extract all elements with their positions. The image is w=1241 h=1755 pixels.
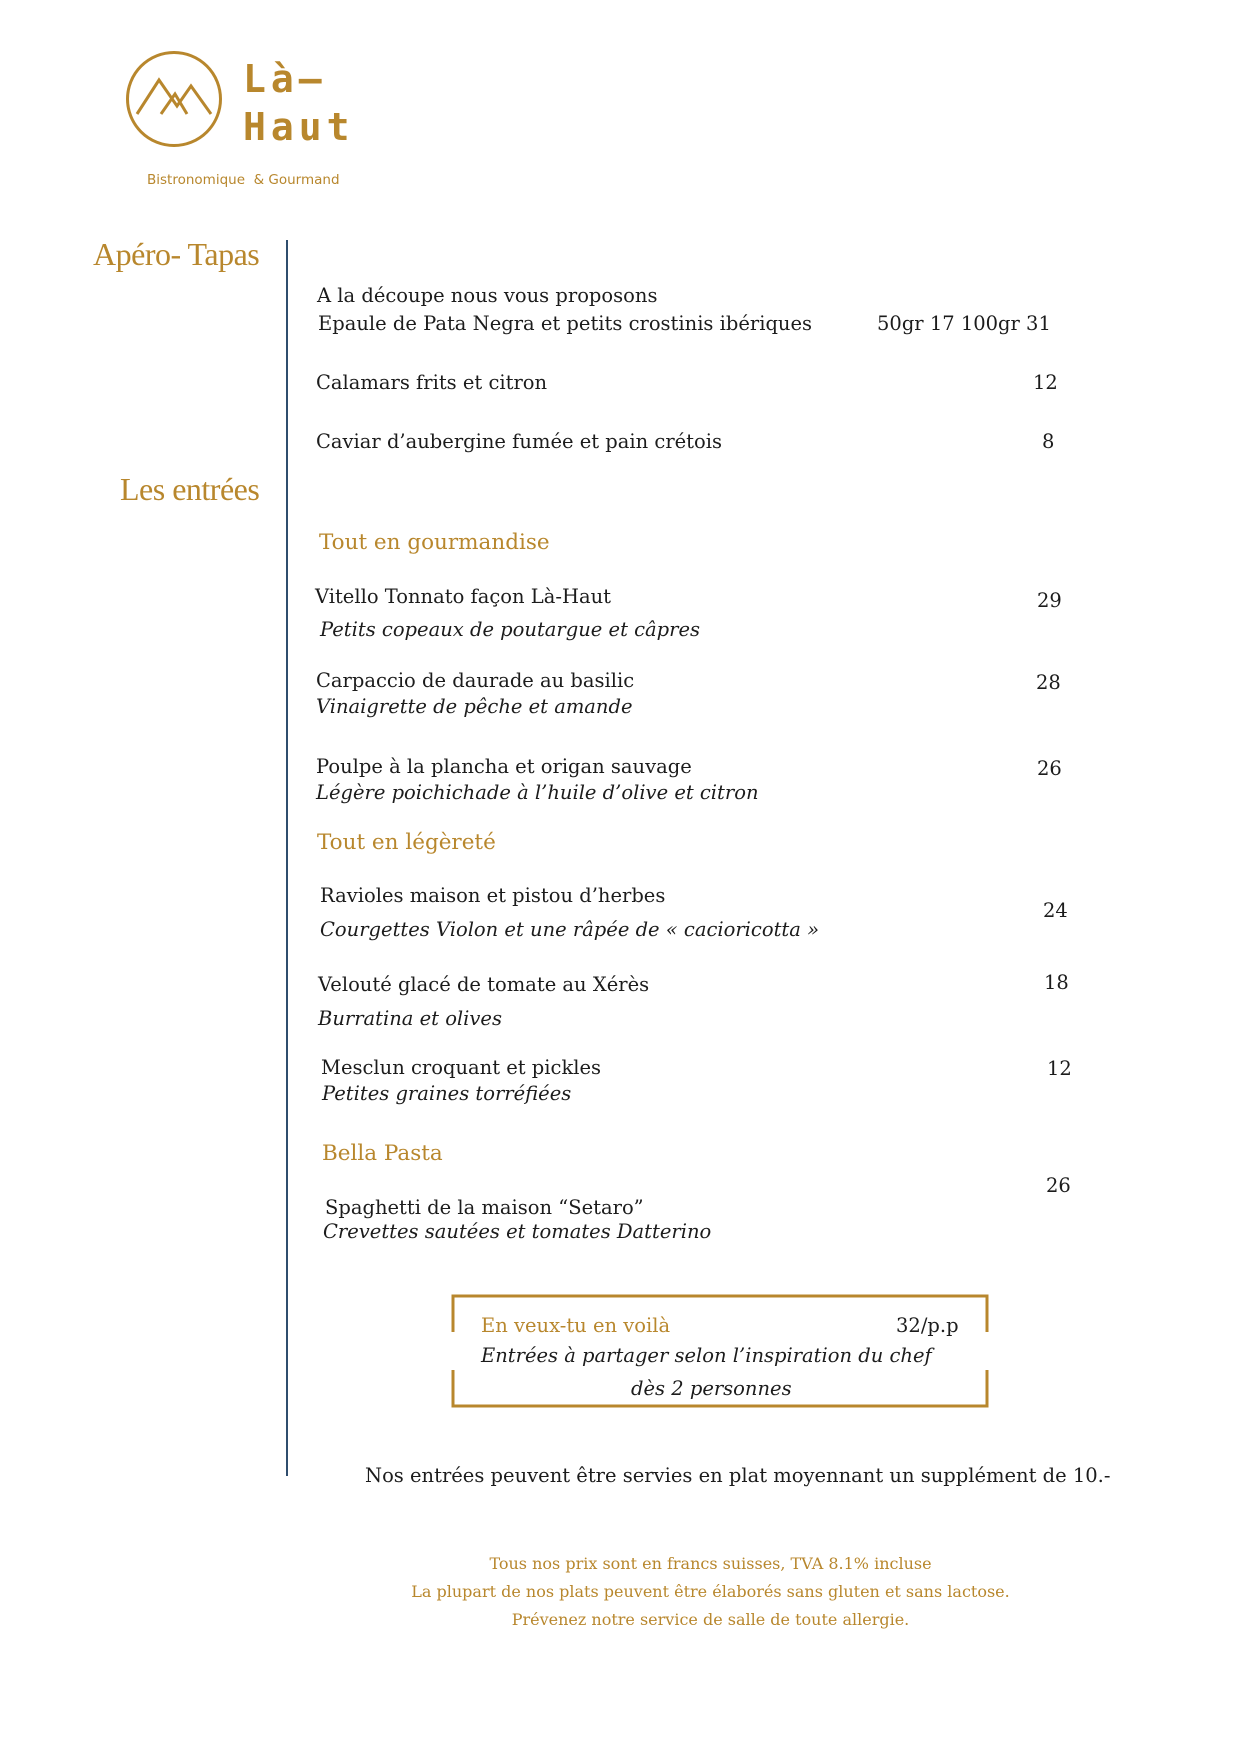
special-note: dès 2 personnes: [631, 1377, 792, 1400]
apero-intro: A la découpe nous vous proposons: [317, 284, 658, 307]
menu-item-desc: Burratina et olives: [318, 1007, 502, 1030]
brand-name-line1: Là—: [243, 57, 327, 101]
menu-item-name: Ravioles maison et pistou d’herbes: [320, 884, 666, 907]
menu-item-name: Velouté glacé de tomate au Xérès: [318, 973, 650, 996]
special-desc: Entrées à partager selon l’inspiration du chef: [481, 1344, 932, 1367]
menu-item-price: 8: [1042, 430, 1055, 453]
menu-item-price: 26: [1046, 1174, 1071, 1197]
menu-item-price: 12: [1033, 371, 1058, 394]
section-title-entrees: Les entrées: [120, 471, 260, 507]
section-title-apero: Apéro- Tapas: [93, 236, 260, 272]
brand-name-line2: Haut: [243, 105, 355, 149]
menu-item-name: Poulpe à la plancha et origan sauvage: [316, 755, 692, 778]
supplement-note: Nos entrées peuvent être servies en plat moyennant un supplément de 10.-: [365, 1464, 1111, 1487]
special-price: 32/p.p: [896, 1314, 959, 1337]
menu-item-price: 18: [1044, 971, 1069, 994]
menu-item-name: Calamars frits et citron: [316, 371, 548, 394]
subsection-title-gourmandise: Tout en gourmandise: [319, 530, 550, 555]
brand-name: [243, 55, 355, 151]
menu-item-price: 50gr 17 100gr 31: [877, 312, 1051, 335]
menu-item-price: 29: [1037, 589, 1062, 612]
menu-item-desc: Petites graines torréfiées: [322, 1082, 572, 1105]
menu-item-name: Mesclun croquant et pickles: [321, 1056, 602, 1079]
menu-item-name: Spaghetti de la maison “Setaro”: [325, 1196, 644, 1219]
menu-item-price: 28: [1036, 671, 1061, 694]
subsection-title-legerete: Tout en légèreté: [317, 830, 496, 855]
menu-item-desc: Petits copeaux de poutargue et câpres: [320, 618, 701, 641]
mountains-circle-icon: [125, 50, 223, 148]
subsection-title-pasta: Bella Pasta: [322, 1141, 443, 1166]
menu-item-desc: Vinaigrette de pêche et amande: [316, 695, 633, 718]
vertical-divider: [286, 240, 288, 1476]
menu-item-desc: Courgettes Violon et une râpée de « cacioricotta »: [320, 918, 820, 941]
brand-tagline: Bistronomique & Gourmand: [147, 172, 340, 188]
footer-line: Prévenez notre service de salle de toute allergie.: [511, 1610, 910, 1629]
special-title: En veux-tu en voilà: [481, 1314, 671, 1337]
menu-item-name: Carpaccio de daurade au basilic: [316, 669, 635, 692]
menu-item-price: 12: [1047, 1057, 1072, 1080]
menu-item-name: Vitello Tonnato façon Là-Haut: [315, 585, 611, 608]
menu-item-desc: Légère poichichade à l’huile d’olive et citron: [316, 781, 759, 804]
menu-item-price: 24: [1043, 899, 1068, 922]
footer-line: La plupart de nos plats peuvent être élaborés sans gluten et sans lactose.: [411, 1582, 1010, 1601]
footer-line: Tous nos prix sont en francs suisses, TVA 8.1% incluse: [489, 1554, 932, 1573]
menu-item-name: Epaule de Pata Negra et petits crostinis ibériques: [318, 312, 813, 335]
menu-item-desc: Crevettes sautées et tomates Datterino: [323, 1220, 712, 1243]
menu-item-price: 26: [1037, 757, 1062, 780]
menu-item-name: Caviar d’aubergine fumée et pain crétois: [316, 430, 722, 453]
